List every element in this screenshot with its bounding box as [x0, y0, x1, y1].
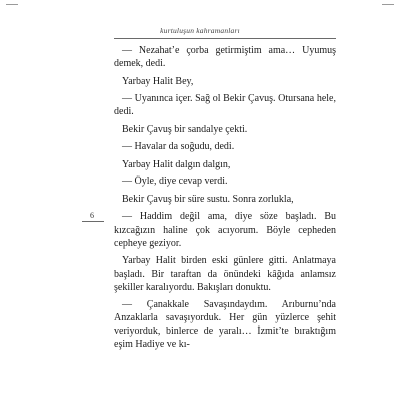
crop-mark-right [382, 4, 394, 5]
header-rule [114, 38, 336, 39]
paragraph: — Haddim değil ama, diye söze başladı. Bu kızcağızın haline çok acıyorum. Böyle cepheden cepheye geziyor. [114, 211, 336, 249]
paragraph: Bekir Çavuş bir sandalye çekti. [122, 123, 248, 135]
body-text [114, 44, 336, 355]
paragraph: — Uyanınca içer. Sağ ol Bekir Çavuş. Otursana hele, dedi. [114, 93, 336, 118]
paragraph: — Nezahat’e çorba getirmiştim ama… Uyumuş demek, dedi. [114, 45, 336, 70]
page-number: 6 [90, 211, 94, 220]
paragraph: Bekir Çavuş bir süre sustu. Sonra zorlukla, [122, 193, 294, 205]
crop-mark-left [6, 4, 18, 5]
paragraph: — Çanakkale Savaşındaydım. Arıburnu’nda Anzaklarla savaşıyorduk. Her gün yüzlerce şehit veriyorduk, binlerce de yaralı… İzmit’te bıraktığım eşim Hadiye ve kı- [114, 299, 336, 350]
running-header: kurtuluşun kahramanları [160, 26, 240, 35]
page-number-rule [82, 221, 104, 222]
paragraph: — Öyle, diye cevap verdi. [122, 176, 228, 188]
paragraph: Yarbay Halit Bey, [122, 75, 194, 87]
paragraph: Yarbay Halit dalgın dalgın, [122, 158, 231, 170]
paragraph: Yarbay Halit birden eski günlere gitti. Anlatmaya başladı. Bir taraftan da önündeki kâğıda anlamsız şekiller karalıyordu. Bakışları donuktu. [114, 255, 336, 293]
paragraph: — Havalar da soğudu, dedi. [122, 141, 235, 153]
